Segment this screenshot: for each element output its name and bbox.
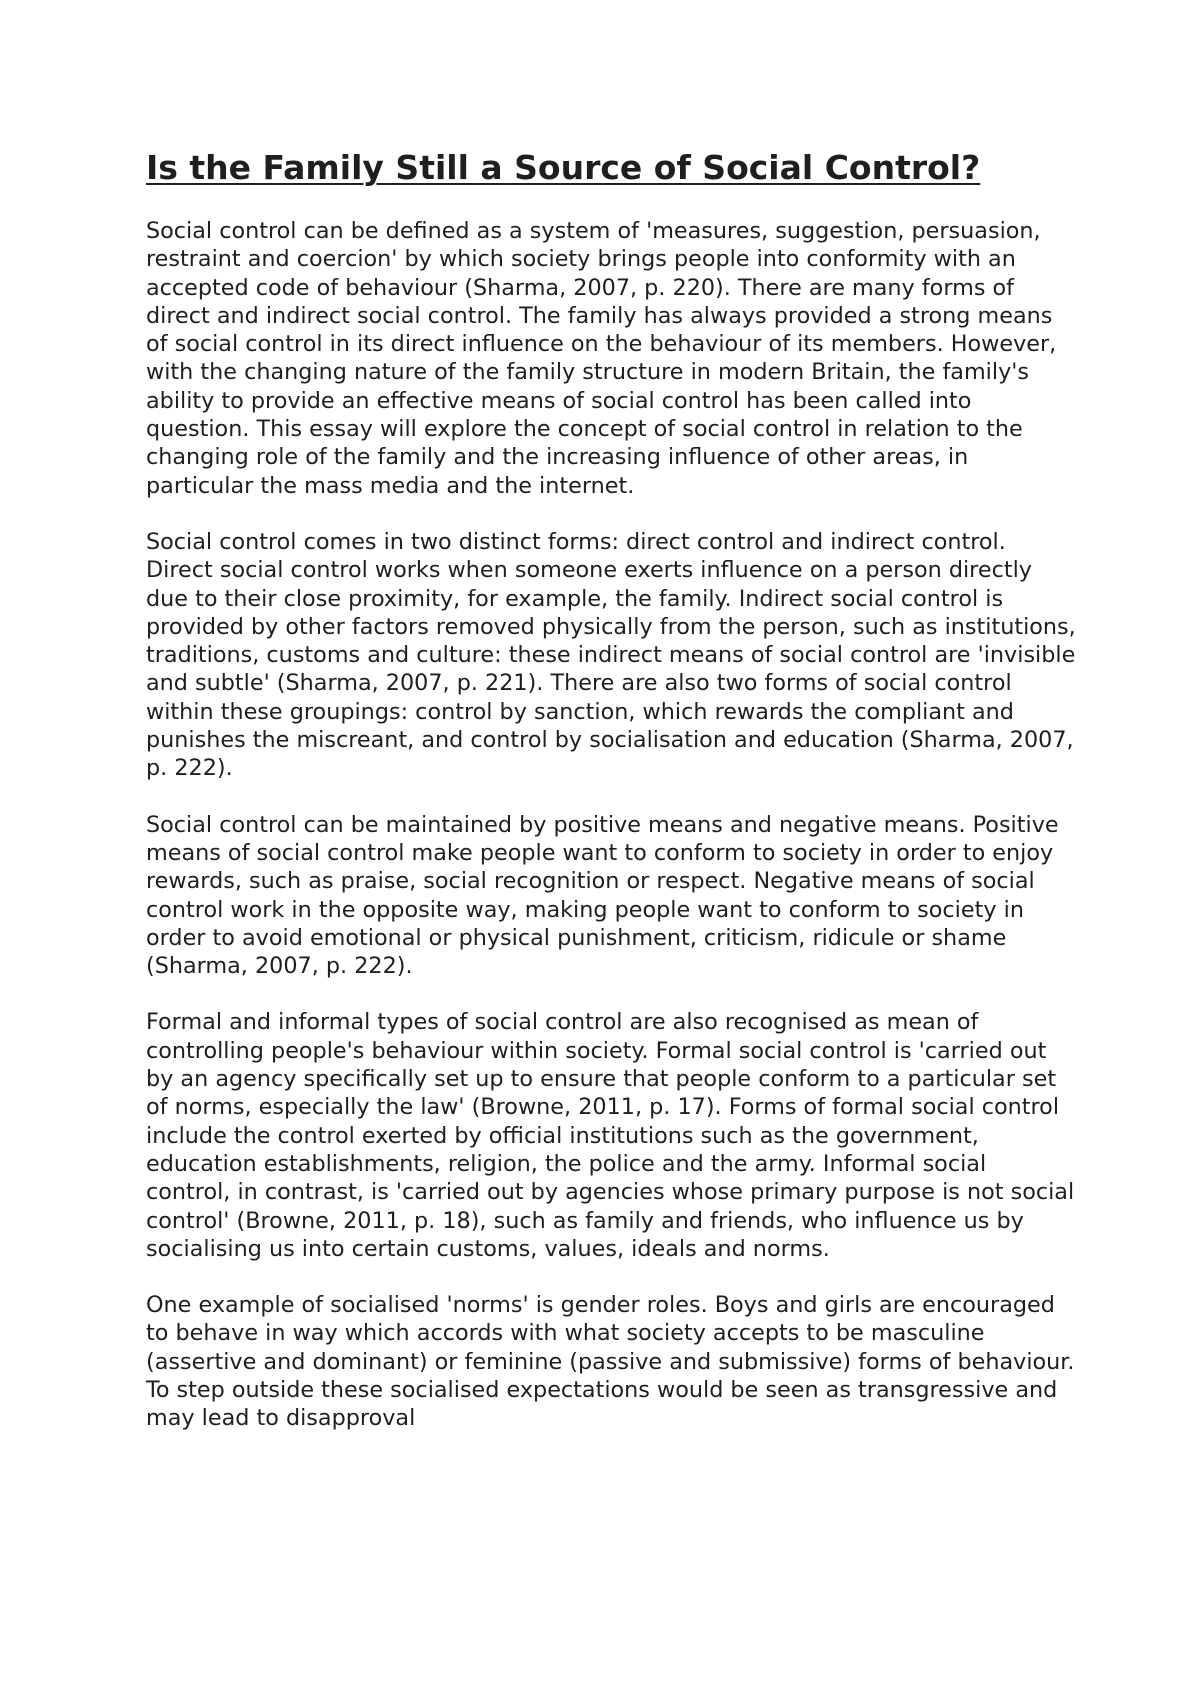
paragraph-5: One example of socialised 'norms' is gender roles. Boys and girls are encouraged to behave in way which accords with what society accepts to be masculine (assertive and dominant) or feminine (passive and submissive) forms of behaviour. To step outside these socialised expectations would be seen as transgressive and may lead to disapproval xyxy=(146,1292,1075,1432)
document-title: Is the Family Still a Source of Social Control? xyxy=(146,148,981,187)
paragraph-1: Social control can be defined as a system of 'measures, suggestion, persuasion, restraint and coercion' by which society brings people into conformity with an accepted code of behaviour (Sharma, 2007, p. 220). There are many forms of direct and indirect social control. The family has always provided a strong means of social control in its direct influence on the behaviour of its members. However, with the changing nature of the family structure in modern Britain, the family's ability to provide an effective means of social control has been called into question. This essay will explore the concept of social control in relation to the changing role of the family and the increasing influence of other areas, in particular the mass media and the internet. xyxy=(146,218,1057,499)
paragraph-2: Social control comes in two distinct forms: direct control and indirect control. Direct social control works when someone exerts influence on a person directly due to their close proximity, for example, the family. Indirect social control is provided by other factors removed physically from the person, such as institutions, traditions, customs and culture: these indirect means of social control are 'invisible and subtle' (Sharma, 2007, p. 221). There are also two forms of social control within these groupings: control by sanction, which rewards the compliant and punishes the miscreant, and control by socialisation and education (Sharma, 2007, p. 222). xyxy=(146,528,1076,782)
document-body xyxy=(146,146,1076,1461)
paragraph-4: Formal and informal types of social control are also recognised as mean of controlling people's behaviour within society. Formal social control is 'carried out by an agency specifically set up to ensure that people conform to a particular set of norms, especially the law' (Browne, 2011, p. 17). Forms of formal social control include the control exerted by official institutions such as the government, education establishments, religion, the police and the army. Informal social control, in contrast, is 'carried out by agencies whose primary purpose is not social control' (Browne, 2011, p. 18), such as family and friends, who influence us by socialising us into certain customs, values, ideals and norms. xyxy=(146,1009,1075,1262)
paragraph-3: Social control can be maintained by positive means and negative means. Positive means of social control make people want to conform to society in order to enjoy rewards, such as praise, social recognition or respect. Negative means of social control work in the opposite way, making people want to conform to society in order to avoid emotional or physical punishment, criticism, ridicule or shame (Sharma, 2007, p. 222). xyxy=(146,811,1059,980)
